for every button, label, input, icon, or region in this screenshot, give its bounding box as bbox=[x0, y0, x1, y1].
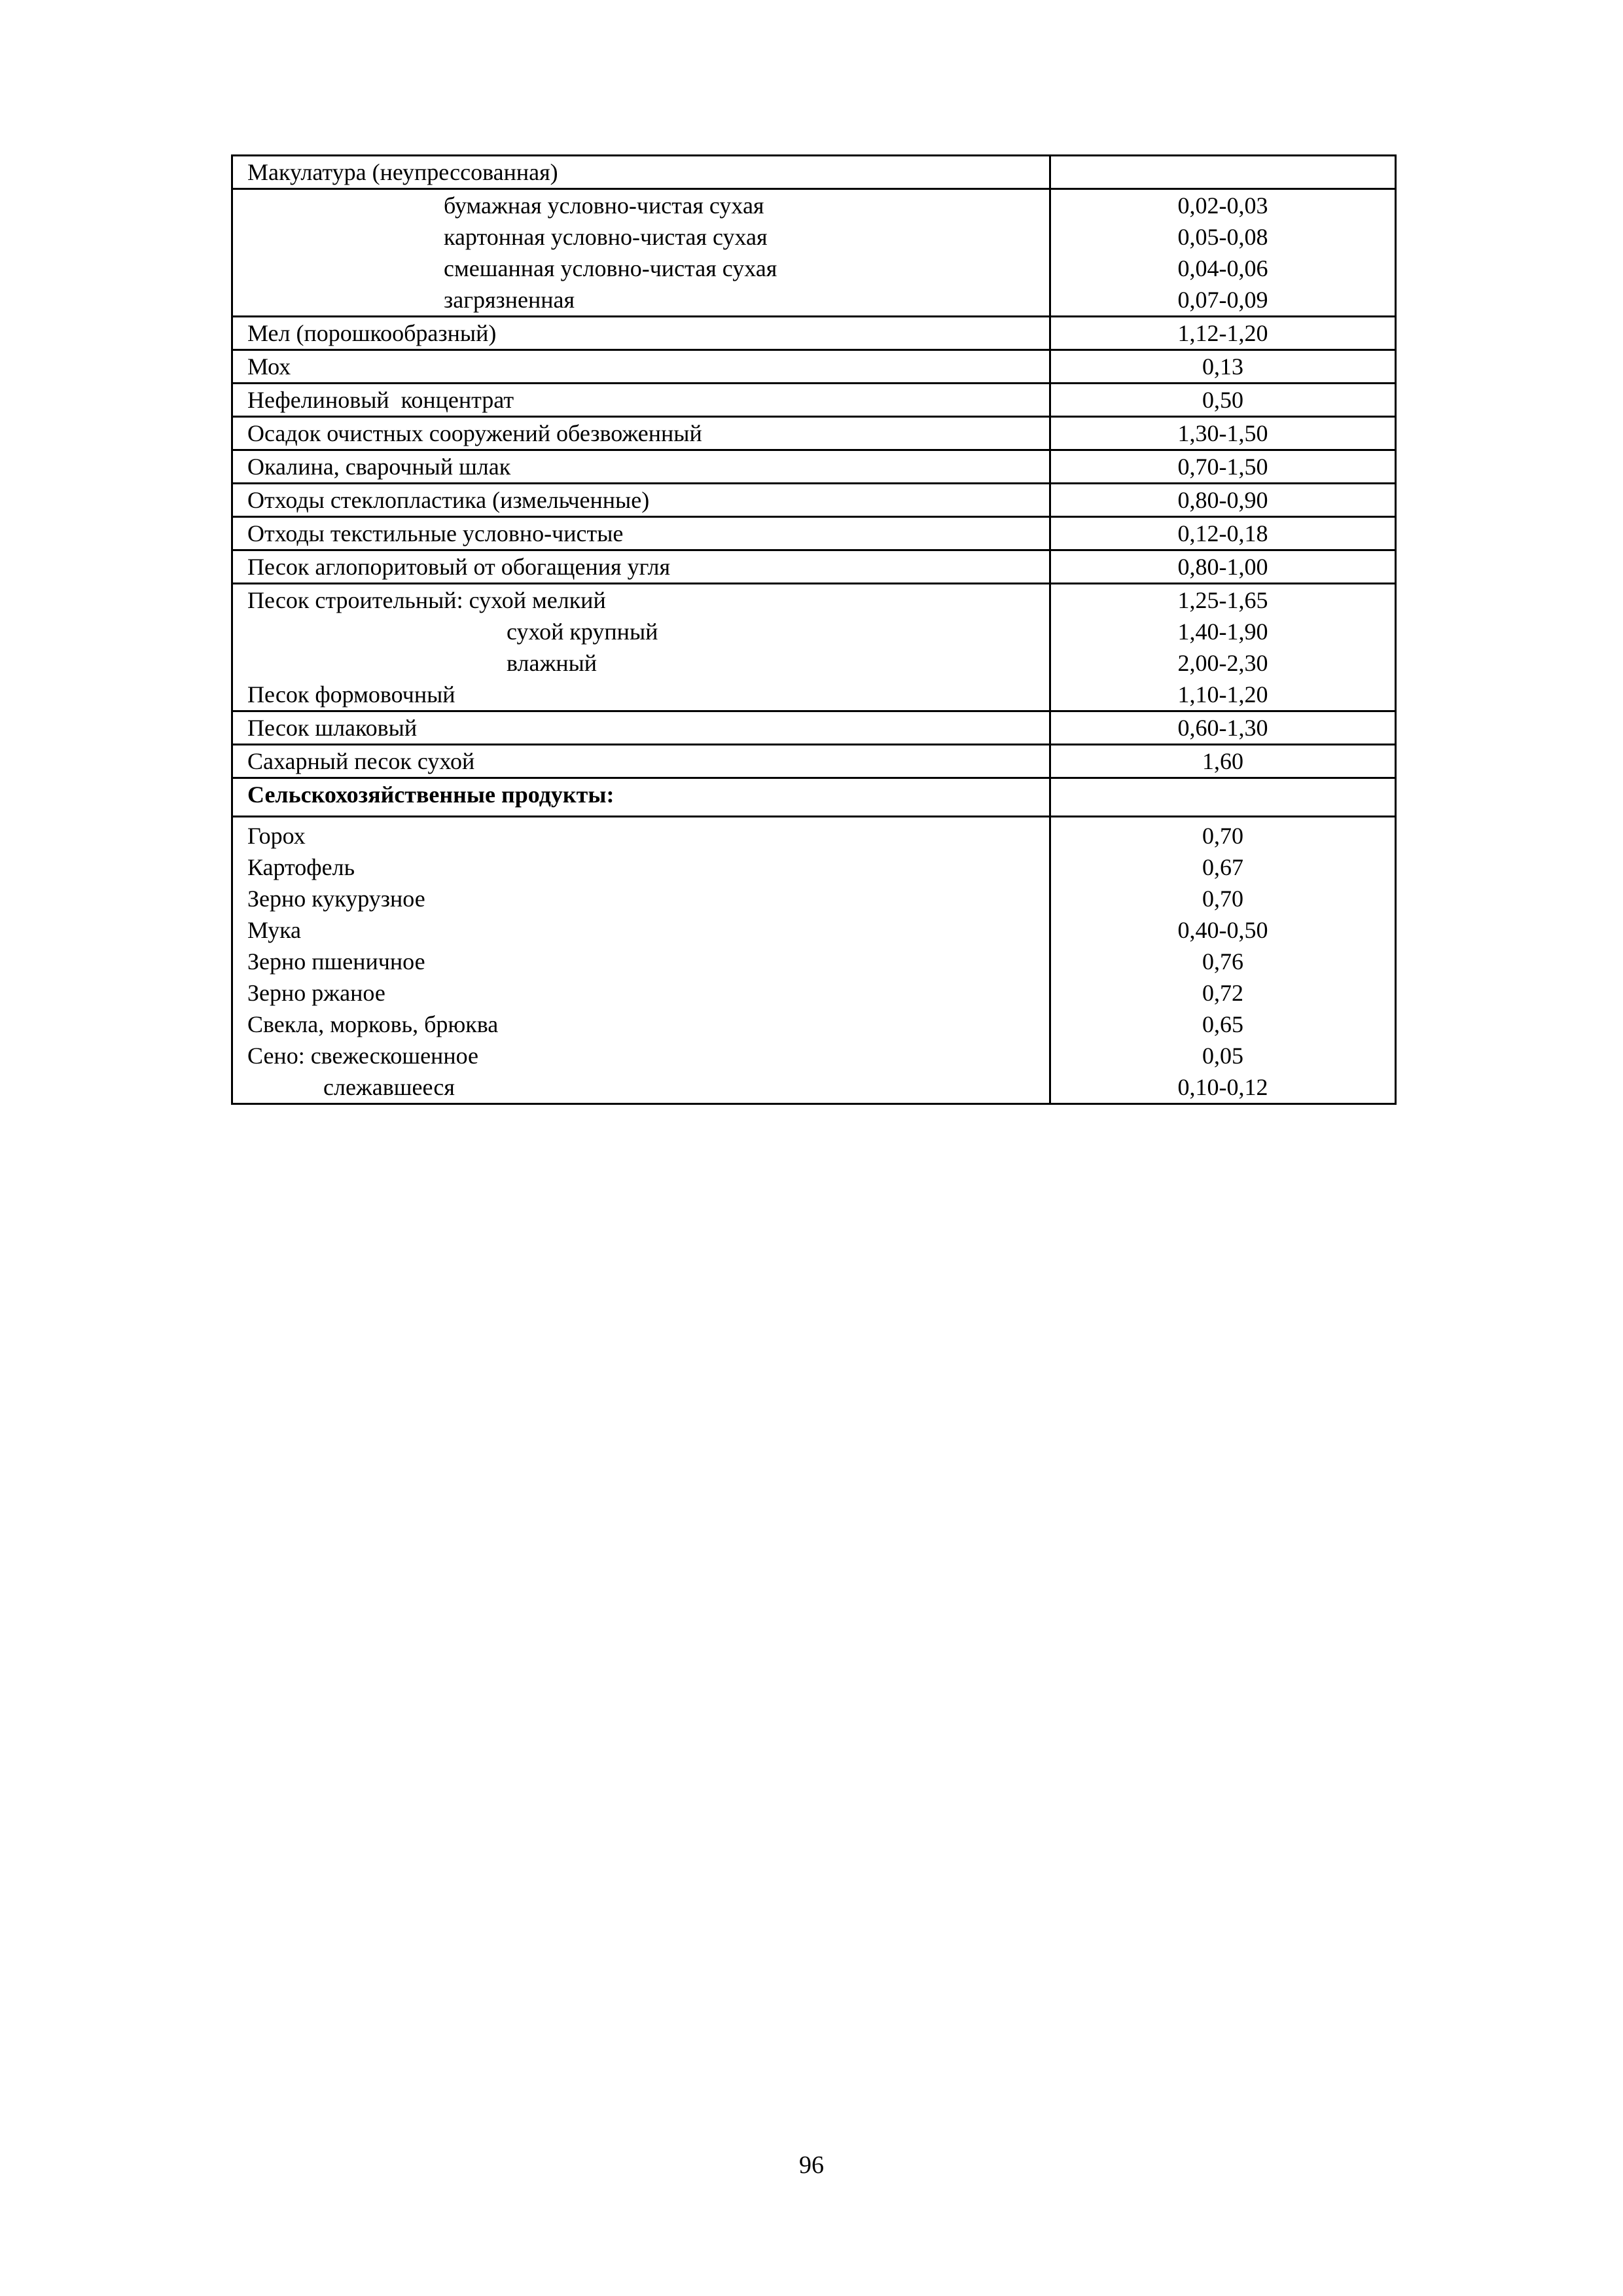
table-row bbox=[232, 350, 1396, 384]
row-value bbox=[1050, 450, 1396, 484]
cell-text: слежавшееся bbox=[323, 1074, 455, 1100]
cell-text: 0,05 bbox=[1202, 1043, 1243, 1069]
cell-text: 1,30-1,50 bbox=[1177, 420, 1268, 446]
table-row bbox=[232, 517, 1396, 550]
row-value bbox=[1050, 584, 1396, 711]
cell-text: Горох bbox=[247, 823, 306, 849]
cell-text: Мох bbox=[247, 353, 291, 380]
row-value bbox=[1050, 778, 1396, 817]
table-row bbox=[232, 156, 1396, 189]
cell-text: Осадок очистных сооружений обезвоженный bbox=[247, 420, 702, 446]
row-name bbox=[232, 450, 1050, 484]
cell-text: Зерно ржаное bbox=[247, 980, 385, 1006]
table-row bbox=[232, 817, 1396, 1104]
row-name bbox=[232, 156, 1050, 189]
page-number: 96 bbox=[799, 2151, 824, 2179]
table-row bbox=[232, 189, 1396, 317]
row-value bbox=[1050, 550, 1396, 584]
cell-text: Песок шлаковый bbox=[247, 715, 418, 741]
table-row bbox=[232, 317, 1396, 350]
cell-text: Зерно пшеничное bbox=[247, 948, 425, 975]
cell-text: Песок формовочный bbox=[247, 681, 455, 708]
row-name bbox=[232, 350, 1050, 384]
row-name bbox=[232, 550, 1050, 584]
table-row bbox=[232, 711, 1396, 745]
row-name bbox=[232, 817, 1050, 1104]
row-value bbox=[1050, 189, 1396, 317]
cell-text: сухой крупный bbox=[507, 619, 658, 645]
table-row bbox=[232, 745, 1396, 778]
row-name bbox=[232, 317, 1050, 350]
table-row bbox=[232, 417, 1396, 450]
cell-text: 0,70-1,50 bbox=[1177, 454, 1268, 480]
cell-text: 0,76 bbox=[1202, 948, 1243, 975]
cell-text: 0,40-0,50 bbox=[1177, 917, 1268, 943]
row-value bbox=[1050, 484, 1396, 517]
table-row bbox=[232, 384, 1396, 417]
cell-text: 1,40-1,90 bbox=[1177, 619, 1268, 645]
cell-text: 2,00-2,30 bbox=[1177, 650, 1268, 676]
row-name bbox=[232, 778, 1050, 817]
cell-text: 0,50 bbox=[1202, 387, 1243, 413]
cell-text: Свекла, морковь, брюква bbox=[247, 1011, 499, 1037]
table-row bbox=[232, 450, 1396, 484]
cell-text: влажный bbox=[507, 650, 597, 676]
cell-text: Окалина, сварочный шлак bbox=[247, 454, 511, 480]
cell-text: 1,25-1,65 bbox=[1177, 587, 1268, 613]
cell-text: Песок строительный: сухой мелкий bbox=[247, 587, 606, 613]
subitem-name: загрязненная bbox=[444, 287, 575, 313]
section-heading: Сельскохозяйственные продукты: bbox=[247, 781, 615, 808]
row-value bbox=[1050, 417, 1396, 450]
cell-text: 0,13 bbox=[1202, 353, 1243, 380]
row-name bbox=[232, 745, 1050, 778]
cell-text: 1,60 bbox=[1202, 748, 1243, 774]
row-name bbox=[232, 584, 1050, 711]
density-table bbox=[231, 154, 1397, 1105]
cell-text: Мука bbox=[247, 917, 302, 943]
cell-text: Нефелиновый концентрат bbox=[247, 387, 514, 413]
row-value bbox=[1050, 317, 1396, 350]
cell-text: Мел (порошкообразный) bbox=[247, 320, 497, 346]
subitem-name: картонная условно-чистая сухая bbox=[444, 224, 768, 250]
row-value bbox=[1050, 156, 1396, 189]
cell-text: 0,10-0,12 bbox=[1177, 1074, 1268, 1100]
row-name bbox=[232, 517, 1050, 550]
row-value bbox=[1050, 517, 1396, 550]
subitem-name: бумажная условно-чистая сухая bbox=[444, 192, 764, 219]
cell-text: Отходы стеклопластика (измельченные) bbox=[247, 487, 650, 513]
row-value bbox=[1050, 384, 1396, 417]
cell-text: 0,60-1,30 bbox=[1177, 715, 1268, 741]
row-value bbox=[1050, 745, 1396, 778]
cell-text: 0,65 bbox=[1202, 1011, 1243, 1037]
cell-text: 0,12-0,18 bbox=[1177, 520, 1268, 547]
row-name bbox=[232, 484, 1050, 517]
row-value bbox=[1050, 817, 1396, 1104]
row-value bbox=[1050, 711, 1396, 745]
cell-text: Картофель bbox=[247, 854, 355, 880]
subitem-name: смешанная условно-чистая сухая bbox=[444, 255, 777, 281]
table-row bbox=[232, 584, 1396, 711]
table-row bbox=[232, 778, 1396, 817]
cell-text: 0,72 bbox=[1202, 980, 1243, 1006]
row-name bbox=[232, 711, 1050, 745]
cell-text: 0,70 bbox=[1202, 886, 1243, 912]
row-value bbox=[1050, 350, 1396, 384]
cell-text: 1,12-1,20 bbox=[1177, 320, 1268, 346]
row-name bbox=[232, 189, 1050, 317]
cell-text: 0,67 bbox=[1202, 854, 1243, 880]
subitem-value: 0,05-0,08 bbox=[1177, 224, 1268, 250]
cell-text: Песок аглопоритовый от обогащения угля bbox=[247, 554, 671, 580]
cell-text: Отходы текстильные условно-чистые bbox=[247, 520, 624, 547]
cell-text: 1,10-1,20 bbox=[1177, 681, 1268, 708]
subitem-value: 0,04-0,06 bbox=[1177, 255, 1268, 281]
row-name bbox=[232, 384, 1050, 417]
cell-text: Зерно кукурузное bbox=[247, 886, 425, 912]
group-title: Макулатура (неупрессованная) bbox=[247, 159, 558, 185]
cell-text: Сено: свежескошенное bbox=[247, 1043, 479, 1069]
table-row bbox=[232, 484, 1396, 517]
subitem-value: 0,07-0,09 bbox=[1177, 287, 1268, 313]
subitem-value: 0,02-0,03 bbox=[1177, 192, 1268, 219]
cell-text: 0,80-0,90 bbox=[1177, 487, 1268, 513]
table-row bbox=[232, 550, 1396, 584]
cell-text: Сахарный песок сухой bbox=[247, 748, 475, 774]
row-name bbox=[232, 417, 1050, 450]
cell-text: 0,80-1,00 bbox=[1177, 554, 1268, 580]
cell-text: 0,70 bbox=[1202, 823, 1243, 849]
